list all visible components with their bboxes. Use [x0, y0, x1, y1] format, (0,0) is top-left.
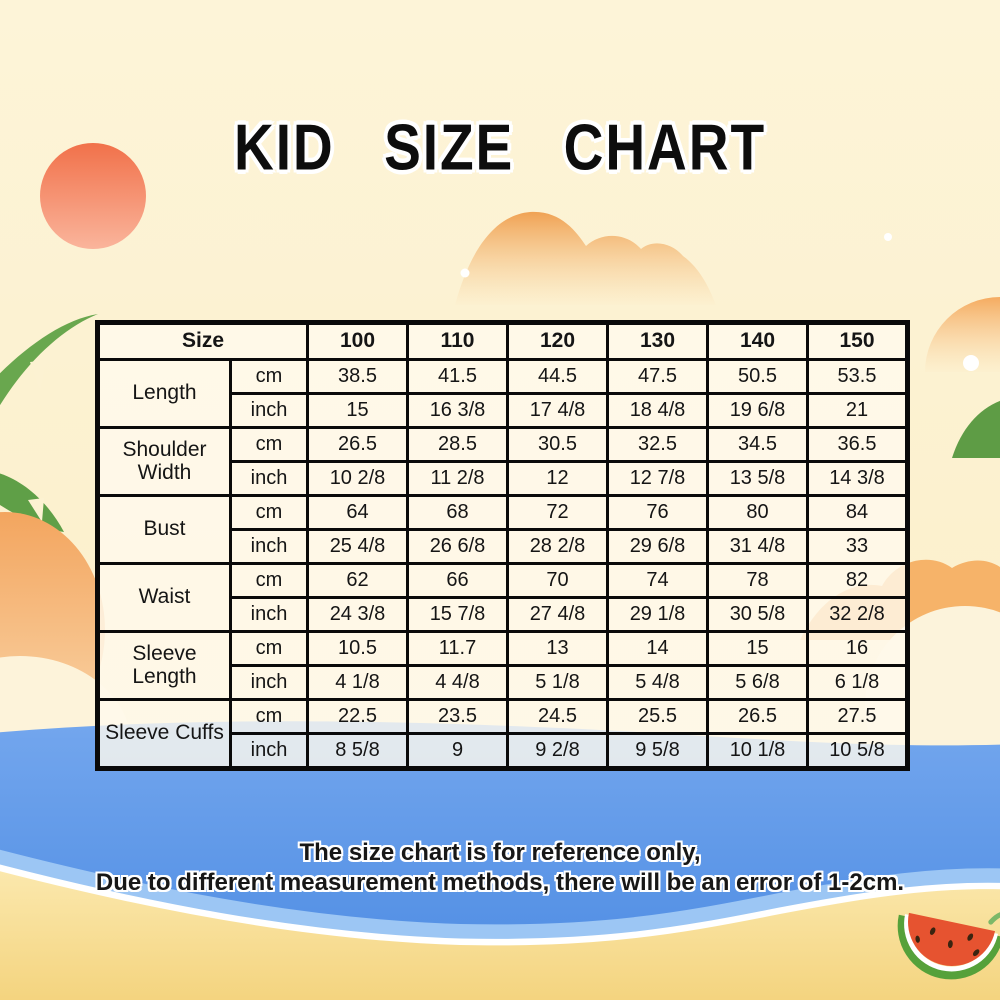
value-cell: 13 5/8	[708, 462, 808, 496]
value-cell: 53.5	[808, 360, 908, 394]
value-cell: 24 3/8	[308, 598, 408, 632]
measurement-label: Sleeve Length	[98, 632, 231, 700]
measurement-label: Bust	[98, 496, 231, 564]
unit-cell: cm	[231, 360, 308, 394]
value-cell: 4 1/8	[308, 666, 408, 700]
value-cell: 47.5	[608, 360, 708, 394]
value-cell: 30 5/8	[708, 598, 808, 632]
measurement-label: Sleeve Cuffs	[98, 700, 231, 769]
unit-cell: inch	[231, 598, 308, 632]
value-cell: 25.5	[608, 700, 708, 734]
value-cell: 21	[808, 394, 908, 428]
value-cell: 74	[608, 564, 708, 598]
value-cell: 8 5/8	[308, 734, 408, 769]
unit-cell: cm	[231, 496, 308, 530]
value-cell: 15	[708, 632, 808, 666]
value-cell: 84	[808, 496, 908, 530]
value-cell: 28 2/8	[508, 530, 608, 564]
size-corner-header: Size	[98, 323, 308, 360]
value-cell: 29 6/8	[608, 530, 708, 564]
table-row	[98, 428, 908, 462]
value-cell: 10.5	[308, 632, 408, 666]
value-cell: 26 6/8	[408, 530, 508, 564]
unit-cell: cm	[231, 700, 308, 734]
unit-cell: cm	[231, 564, 308, 598]
value-cell: 23.5	[408, 700, 508, 734]
sparkle-icon	[963, 355, 979, 371]
value-cell: 5 6/8	[708, 666, 808, 700]
value-cell: 70	[508, 564, 608, 598]
value-cell: 12	[508, 462, 608, 496]
value-cell: 11.7	[408, 632, 508, 666]
value-cell: 78	[708, 564, 808, 598]
unit-cell: inch	[231, 394, 308, 428]
value-cell: 9	[408, 734, 508, 769]
value-cell: 5 1/8	[508, 666, 608, 700]
value-cell: 9 2/8	[508, 734, 608, 769]
measurement-label: Waist	[98, 564, 231, 632]
value-cell: 17 4/8	[508, 394, 608, 428]
value-cell: 14 3/8	[808, 462, 908, 496]
size-col-header: 110	[408, 323, 508, 360]
value-cell: 72	[508, 496, 608, 530]
value-cell: 25 4/8	[308, 530, 408, 564]
unit-cell: inch	[231, 530, 308, 564]
table-row	[98, 564, 908, 598]
value-cell: 12 7/8	[608, 462, 708, 496]
value-cell: 50.5	[708, 360, 808, 394]
unit-cell: inch	[231, 734, 308, 769]
value-cell: 10 2/8	[308, 462, 408, 496]
value-cell: 33	[808, 530, 908, 564]
value-cell: 34.5	[708, 428, 808, 462]
table-row	[98, 632, 908, 666]
table-head	[98, 323, 908, 360]
size-col-header: 100	[308, 323, 408, 360]
value-cell: 76	[608, 496, 708, 530]
value-cell: 19 6/8	[708, 394, 808, 428]
unit-cell: cm	[231, 632, 308, 666]
size-chart-table	[95, 320, 910, 771]
header-row	[98, 323, 908, 360]
value-cell: 32.5	[608, 428, 708, 462]
size-col-header: 130	[608, 323, 708, 360]
sparkle-icon	[461, 269, 470, 278]
value-cell: 4 4/8	[408, 666, 508, 700]
value-cell: 14	[608, 632, 708, 666]
value-cell: 22.5	[308, 700, 408, 734]
measurement-label: Length	[98, 360, 231, 428]
value-cell: 16 3/8	[408, 394, 508, 428]
table-row	[98, 700, 908, 734]
value-cell: 62	[308, 564, 408, 598]
value-cell: 15 7/8	[408, 598, 508, 632]
value-cell: 5 4/8	[608, 666, 708, 700]
table-body	[98, 360, 908, 769]
measurement-label: Shoulder Width	[98, 428, 231, 496]
value-cell: 32 2/8	[808, 598, 908, 632]
value-cell: 64	[308, 496, 408, 530]
value-cell: 26.5	[308, 428, 408, 462]
value-cell: 29 1/8	[608, 598, 708, 632]
footer-line-2: Due to different measurement methods, there will be an error of 1-2cm.	[95, 869, 905, 896]
size-col-header: 120	[508, 323, 608, 360]
value-cell: 82	[808, 564, 908, 598]
value-cell: 16	[808, 632, 908, 666]
page-title: KID SIZE CHART	[234, 111, 766, 184]
table-row	[98, 360, 908, 394]
value-cell: 18 4/8	[608, 394, 708, 428]
value-cell: 27.5	[808, 700, 908, 734]
value-cell: 13	[508, 632, 608, 666]
value-cell: 28.5	[408, 428, 508, 462]
value-cell: 9 5/8	[608, 734, 708, 769]
value-cell: 10 5/8	[808, 734, 908, 769]
value-cell: 27 4/8	[508, 598, 608, 632]
value-cell: 80	[708, 496, 808, 530]
value-cell: 44.5	[508, 360, 608, 394]
value-cell: 11 2/8	[408, 462, 508, 496]
value-cell: 24.5	[508, 700, 608, 734]
value-cell: 36.5	[808, 428, 908, 462]
value-cell: 31 4/8	[708, 530, 808, 564]
value-cell: 10 1/8	[708, 734, 808, 769]
value-cell: 68	[408, 496, 508, 530]
value-cell: 15	[308, 394, 408, 428]
table-row	[98, 496, 908, 530]
value-cell: 66	[408, 564, 508, 598]
value-cell: 38.5	[308, 360, 408, 394]
sparkle-icon	[884, 233, 892, 241]
footer-line-1: The size chart is for reference only,	[299, 839, 701, 866]
footer-note	[0, 838, 1000, 898]
size-col-header: 150	[808, 323, 908, 360]
value-cell: 30.5	[508, 428, 608, 462]
value-cell: 6 1/8	[808, 666, 908, 700]
unit-cell: inch	[231, 666, 308, 700]
value-cell: 41.5	[408, 360, 508, 394]
value-cell: 26.5	[708, 700, 808, 734]
unit-cell: inch	[231, 462, 308, 496]
size-col-header: 140	[708, 323, 808, 360]
unit-cell: cm	[231, 428, 308, 462]
